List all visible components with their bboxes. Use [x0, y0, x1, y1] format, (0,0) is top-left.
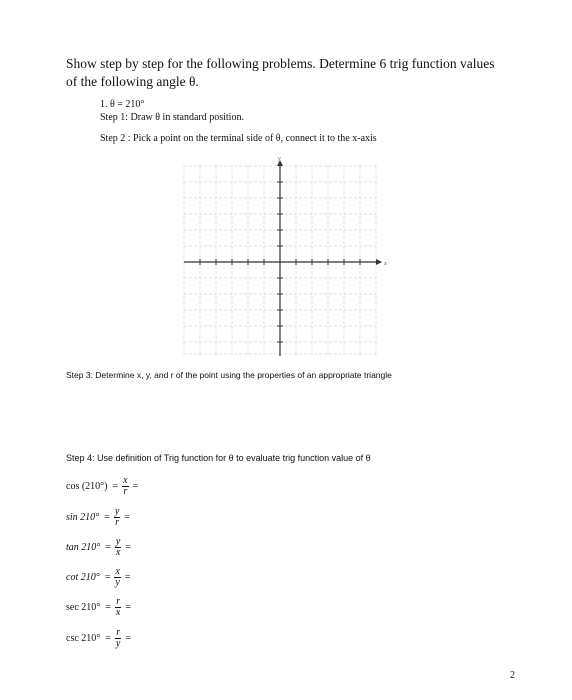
- fraction: [122, 476, 128, 497]
- fraction-numerator: y: [114, 506, 120, 517]
- tan-formula: [66, 537, 133, 558]
- sec-formula: [66, 597, 133, 618]
- fraction: [115, 628, 121, 649]
- step-3-text: Step 3: Determine x, y, and r of the point using the properties of an appropriate triangle: [66, 370, 392, 380]
- fraction-denominator: y: [115, 577, 120, 588]
- equals-sign: =: [105, 601, 111, 613]
- equals-sign: =: [105, 541, 111, 553]
- fraction-numerator: r: [116, 596, 121, 607]
- fraction-denominator: x: [115, 607, 121, 618]
- equals-sign: =: [124, 571, 131, 583]
- fraction-denominator: x: [115, 547, 121, 558]
- fraction: [115, 597, 121, 618]
- step-4-text: Step 4: Use definition of Trig function for θ to evaluate trig function value of θ: [66, 453, 371, 463]
- equals-sign: =: [125, 601, 132, 613]
- fraction-numerator: y: [115, 536, 121, 547]
- cot-formula: [66, 567, 132, 588]
- step-2-text: Step 2 : Pick a point on the terminal side of θ, connect it to the x-axis: [100, 133, 377, 144]
- instructions-heading: Show step by step for the following problems. Determine 6 trig function values of the following angle θ.: [66, 56, 495, 89]
- formula-label: sec 210°: [66, 601, 101, 613]
- formula-label: cot 210°: [66, 571, 100, 583]
- fraction: [114, 567, 120, 588]
- fraction: [115, 537, 121, 558]
- cos-formula: [66, 476, 140, 497]
- equals-sign: =: [104, 511, 110, 523]
- fraction-denominator: r: [123, 486, 128, 497]
- formula-label: csc 210°: [66, 632, 101, 644]
- fraction-denominator: r: [115, 517, 119, 528]
- step-1-text: Step 1: Draw θ in standard position.: [100, 112, 244, 123]
- coordinate-grid: [182, 156, 388, 364]
- sin-formula: [66, 507, 132, 528]
- fraction-numerator: r: [116, 627, 121, 638]
- problem-statement: 1. θ = 210°: [100, 99, 145, 110]
- equals-sign: =: [125, 541, 132, 553]
- fraction-numerator: x: [115, 566, 120, 577]
- fraction-denominator: y: [115, 638, 121, 649]
- page-number: 2: [510, 670, 515, 681]
- equals-sign: =: [125, 632, 132, 644]
- equals-sign: =: [104, 571, 111, 583]
- equals-sign: =: [112, 480, 119, 492]
- formula-label: cos (210°): [66, 480, 108, 492]
- y-axis-label: y: [278, 156, 281, 162]
- x-axis-label: x: [384, 261, 387, 267]
- csc-formula: [66, 628, 133, 649]
- fraction: [114, 507, 120, 528]
- formula-label: sin 210°: [66, 511, 100, 523]
- fraction-numerator: x: [123, 475, 128, 486]
- formula-label: tan 210°: [66, 541, 101, 553]
- equals-sign: =: [132, 480, 139, 492]
- equals-sign: =: [105, 632, 111, 644]
- equals-sign: =: [124, 511, 130, 523]
